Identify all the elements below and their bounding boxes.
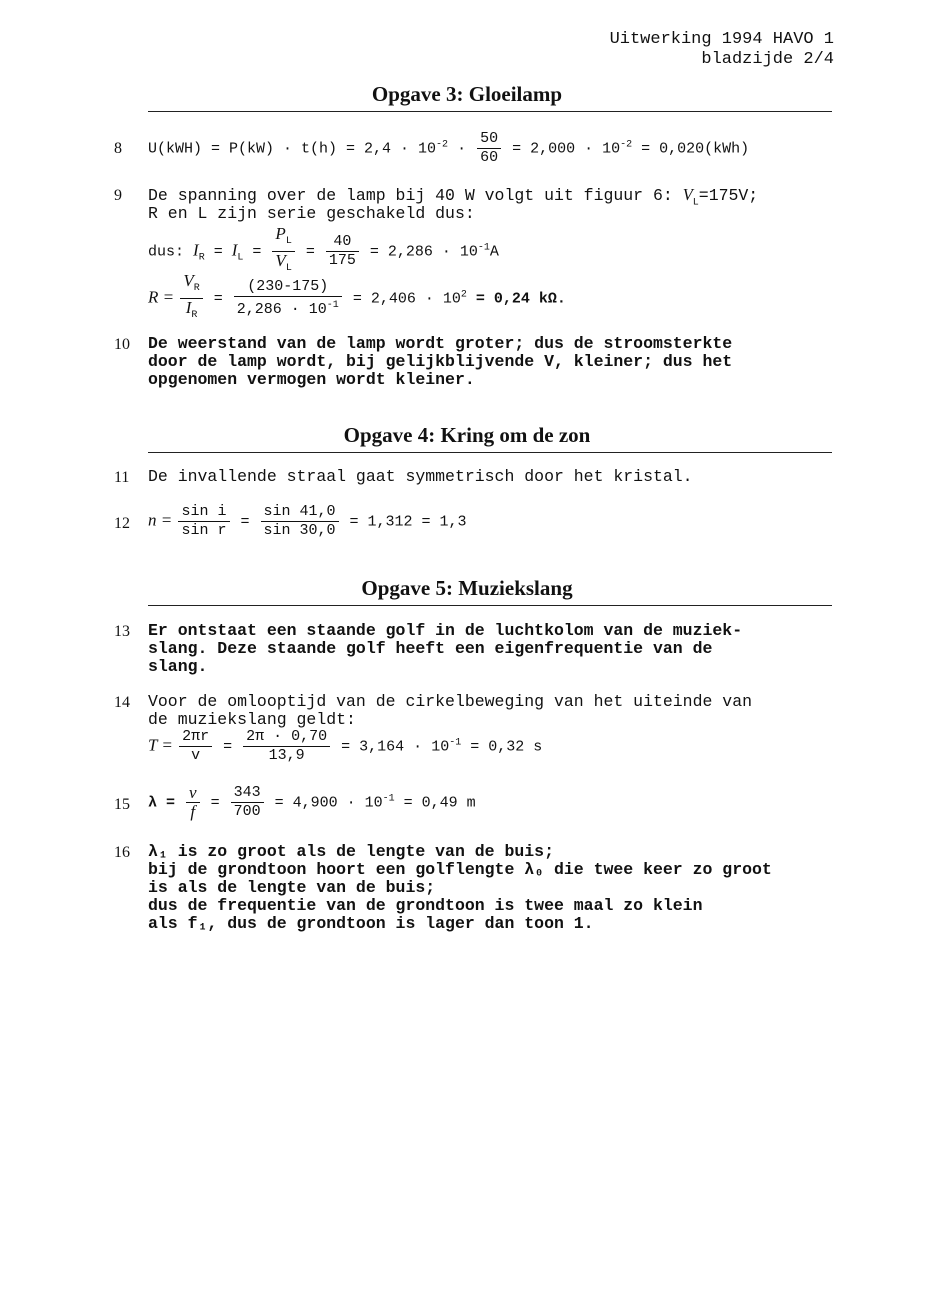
q15-fraction-symbolic: $\frac{v}{f}$ <box>186 784 200 821</box>
q14-fraction-symbolic: $\frac{2\pi r}{v}$ <box>179 728 212 765</box>
q10-line-3: opgenomen vermogen wordt kleiner. <box>148 370 475 389</box>
q14-equation: T = $\frac{2\pi r}{v}$ = $\frac{2\pi \cdot 0,70}{13,9}$ = $3,164 \cdot 10^{-1} = 0,32$ s <box>148 728 543 764</box>
question-number: 8 <box>114 140 122 157</box>
q13-line-3: slang. <box>148 657 208 676</box>
question-number: 16 <box>114 844 130 861</box>
q9-fraction-vr-ir: $\frac{V_R}{I_R}$ <box>180 272 202 325</box>
q9-line-1: De spanning over de lamp bij 40 W volgt uit figuur 6: $V_L=175V$; <box>148 185 759 209</box>
q16-line-5: als f₁, dus de grondtoon is lager dan toon 1. <box>148 914 594 933</box>
q12-fraction-values: $\frac{\sin 41,0}{\sin 30,0}$ <box>261 503 339 540</box>
q16-line-4: dus de frequentie van de grondtoon is twee maal zo klein <box>148 896 703 915</box>
question-number: 14 <box>114 694 130 711</box>
q15-fraction-values: $\frac{343}{700}$ <box>231 784 264 821</box>
q16-line-1: λ₁ is zo groot als de lengte van de buis; <box>148 842 554 861</box>
header-page-number: bladzijde 2/4 <box>701 50 834 69</box>
question-number: 15 <box>114 796 130 813</box>
q15-equation: λ = $\frac{v}{f}$ = $\frac{343}{700}$ = $4,900 \cdot 10^{-1} = 0,49$ m <box>148 783 476 821</box>
question-number: 12 <box>114 515 130 532</box>
section-title-opgave-3: Opgave 3: Gloeilamp <box>371 82 563 106</box>
q14-line-1: Voor de omlooptijd van de cirkelbeweging van het uiteinde van <box>148 692 752 711</box>
q9-fraction-resistance: $\frac{(230-175)}{2,286 \cdot 10^{-1}}$ <box>234 278 342 319</box>
section-rule <box>148 452 832 453</box>
section-rule <box>148 111 832 112</box>
question-number: 11 <box>114 469 130 486</box>
q9-fraction-40-175: $\frac{40}{175}$ <box>326 233 359 270</box>
q13-line-2: slang. Deze staande golf heeft een eigenfrequentie van de <box>148 639 713 658</box>
q10-line-1: De weerstand van de lamp wordt groter; dus de stroomsterkte <box>148 334 733 353</box>
q9-resistance-equation: R = $\frac{V_R}{I_R}$ = $\frac{(230-175)}{2,286 \cdot 10^{-1}}$ = $2,406 \cdot 10^2 = 0,24$ kΩ. <box>148 272 566 325</box>
q9-fraction-pl-vl: $\frac{P_L}{V_L}$ <box>272 225 294 278</box>
q12-fraction-sin: $\frac{\text{sin i}}{\text{sin r}}$ <box>178 503 229 540</box>
q8-equation: $U(kWH) = P(kW) \cdot t(h) = 2,4 \cdot 10^{-2}$ · $\frac{50}{60}$ = $2,000 \cdot 10^{-2} = 0,020(kWh)$ <box>148 130 750 166</box>
q13-line-1: Er ontstaat een staande golf in de luchtkolom van de muziek- <box>148 621 743 640</box>
q14-fraction-values: $\frac{2\pi \cdot 0,70}{13,9}$ <box>243 728 330 765</box>
header-title: Uitwerking 1994 HAVO 1 <box>609 30 834 49</box>
question-number: 9 <box>114 187 122 204</box>
q9-line-2: R en L zijn serie geschakeld dus: <box>148 204 475 223</box>
section-rule <box>148 605 832 606</box>
section-title-opgave-4: Opgave 4: Kring om de zon <box>343 423 591 447</box>
page-header <box>610 30 834 70</box>
section-title-opgave-5: Opgave 5: Muziekslang <box>361 576 573 600</box>
q16-line-3: is als de lengte van de buis; <box>148 878 436 897</box>
q9-current-equation: dus: $I_R = I_L$ = $\frac{P_L}{V_L}$ = $\frac{40}{175}$ = $2,286 \cdot 10^{-1}A$ <box>148 225 499 278</box>
q16-line-2: bij de grondtoon hoort een golflengte λ₀ die twee keer zo groot <box>148 860 772 879</box>
question-number: 13 <box>114 623 130 640</box>
q14-line-2: de muziekslang geldt: <box>148 710 356 729</box>
q11-line: De invallende straal gaat symmetrisch door het kristal. <box>148 467 693 486</box>
q10-line-2: door de lamp wordt, bij gelijkblijvende V, kleiner; dus het <box>148 352 733 371</box>
q8-fraction: $\frac{50}{60}$ <box>477 130 501 167</box>
q12-equation: n = $\frac{\text{sin i}}{\text{sin r}}$ = $\frac{\sin 41,0}{\sin 30,0}$ = 1,312 = 1,3 <box>148 503 467 539</box>
question-number: 10 <box>114 336 130 353</box>
